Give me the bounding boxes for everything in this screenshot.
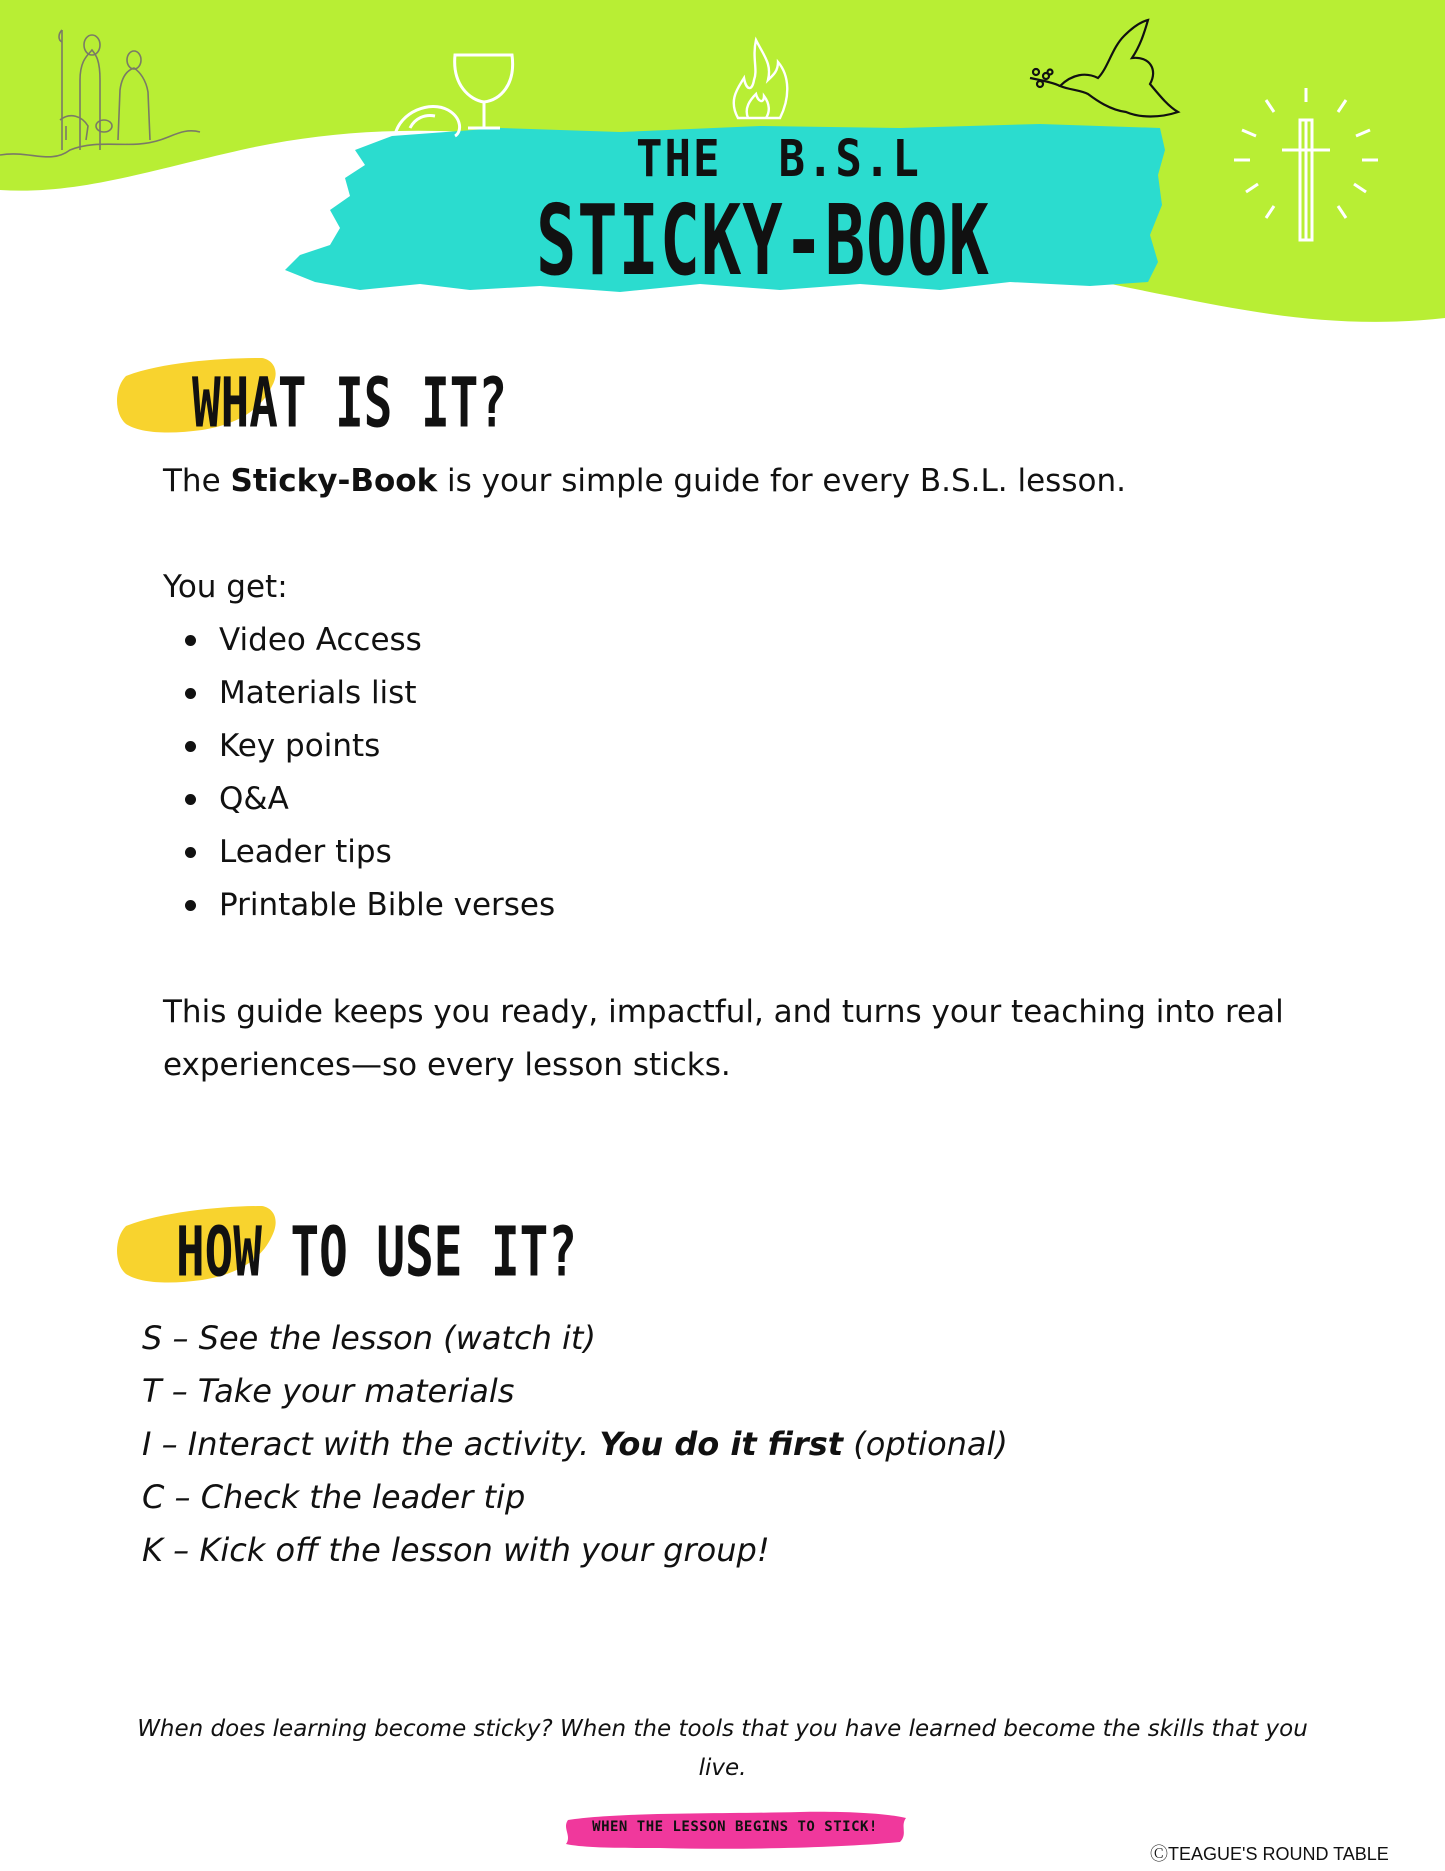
intro-bold: Sticky-Book: [230, 463, 438, 499]
steps-list: [142, 1312, 1008, 1577]
step-item: K – Kick off the lesson with your group!: [142, 1531, 770, 1569]
step-text: I – Interact with the activity.: [142, 1425, 600, 1463]
intro-suffix: is your simple guide for every B.S.L. lesson.: [437, 463, 1126, 499]
page-title: STICKY-BOOK: [536, 185, 990, 298]
list-item: Key points: [163, 720, 555, 773]
list-item: Q&A: [163, 773, 555, 826]
copyright-text: ⒸTEAGUE'S ROUND TABLE: [1150, 1844, 1389, 1864]
list-item: Materials list: [163, 667, 555, 720]
section-heading-what: WHAT IS IT?: [192, 363, 507, 444]
radiant-cross-icon: [1234, 88, 1378, 240]
you-get-label: You get:: [163, 569, 288, 605]
list-item: Printable Bible verses: [163, 879, 555, 932]
tagline-text: WHEN THE LESSON BEGINS TO STICK!: [592, 1819, 878, 1835]
step-item: [142, 1418, 1008, 1471]
intro-prefix: The: [163, 463, 231, 499]
benefits-list: [163, 614, 555, 932]
title-subtitle: THE B.S.L: [636, 130, 921, 189]
dove-icon: [1030, 20, 1178, 117]
closing-paragraph: This guide keeps you ready, impactful, and turns your teaching into real experiences—so every lesson sticks.: [163, 994, 1284, 1083]
flame-icon: [734, 40, 788, 118]
step-item: C – Check the leader tip: [142, 1478, 526, 1516]
footer-quote: When does learning become sticky? When the tools that you have learned become the skills that you live.: [137, 1716, 1308, 1781]
step-item: T – Take your materials: [142, 1372, 515, 1410]
shepherds-icon: [0, 30, 200, 157]
tagline-banner: [560, 1808, 910, 1852]
list-item: Video Access: [163, 614, 555, 667]
intro-paragraph: [163, 455, 1126, 508]
list-item: Leader tips: [163, 826, 555, 879]
step-emphasis: You do it first: [599, 1425, 844, 1463]
chalice-bread-icon: [395, 55, 513, 136]
step-item: S – See the lesson (watch it): [142, 1319, 596, 1357]
section-heading-how: HOW TO USE IT?: [176, 1212, 577, 1293]
step-suffix: (optional): [843, 1425, 1008, 1463]
